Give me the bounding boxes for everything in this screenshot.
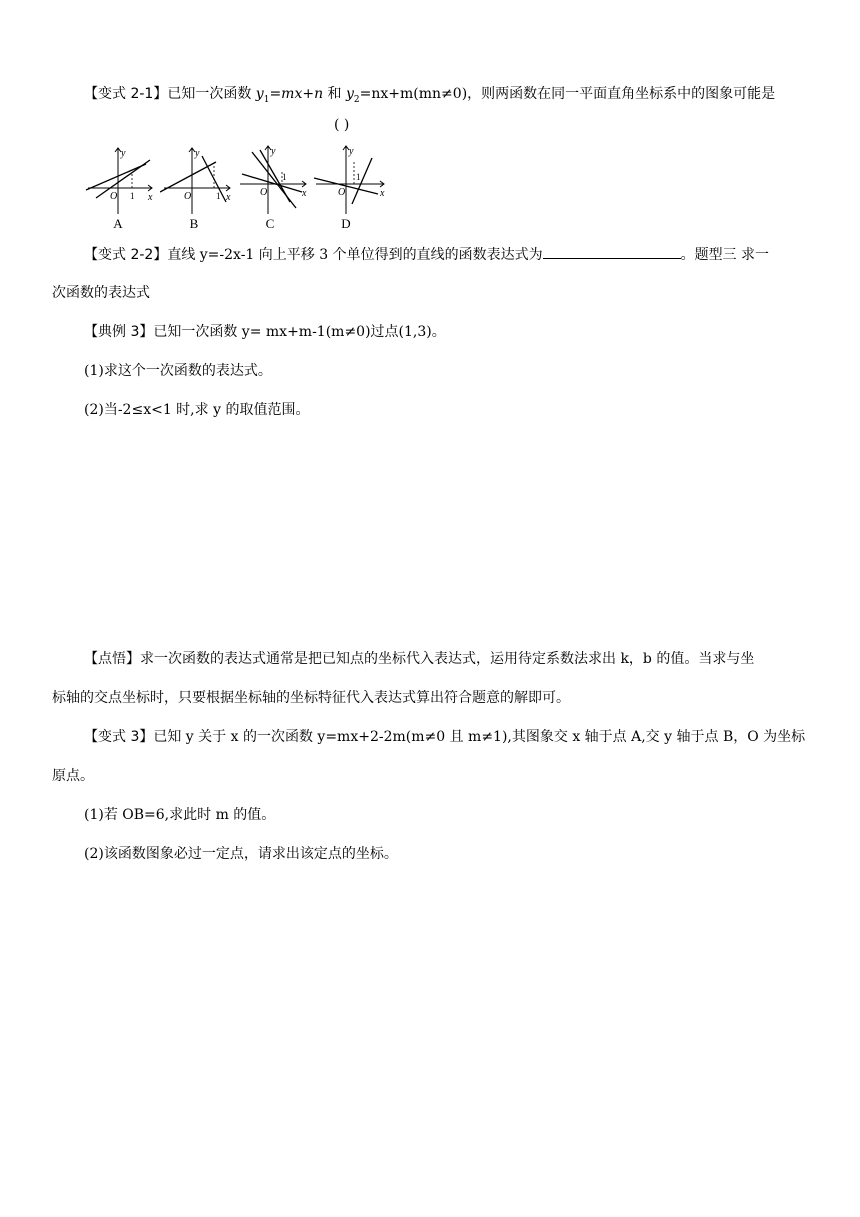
y2-subscript: 2 [353,94,360,105]
example-3-tag: 【典例 3】 [84,324,154,340]
y2-expression: =nx+m(mn≠0) [359,86,468,102]
line-1 [86,164,146,190]
axis-x-label: x [380,188,385,199]
insight-line-1: 求一次函数的表达式通常是把已知点的坐标代入表达式，运用待定系数法求出 k，b 的值。当求与坐 [140,651,755,667]
axis-y-label: y [349,146,354,157]
option-a-graph [84,144,164,214]
origin-label: O [260,187,268,198]
tick-label: 1 [216,191,221,201]
axis-x-label: x [148,192,153,203]
variant-2-1-question [84,84,775,110]
option-c-graph [236,144,316,214]
y2-symbol: y [346,86,354,102]
variant-2-1-text-c: ，则两函数在同一平面直角坐标系中的图象可能是 [467,86,776,102]
insight-line-2: 标轴的交点坐标时，只要根据坐标轴的坐标特征代入表达式算出符合题意的解即可。 [52,690,570,706]
y1-expression: =mx+n [269,86,324,102]
y1-subscript: 1 [263,94,270,105]
option-figure-d [312,144,392,234]
line-1 [252,152,296,208]
insight-tag: 【点悟】 [84,651,140,667]
option-figure-c [236,144,316,234]
origin-label: O [110,191,118,202]
line-2 [96,160,150,198]
y1-symbol: y [255,86,264,102]
option-figures [84,144,384,234]
tick-label: 1 [130,191,135,201]
example-3-subquestion-2: (2)当-2≤x<1 时,求 y 的取值范围。 [84,402,310,418]
option-label-c: C [265,216,275,231]
option-figure-a [84,144,164,234]
tick-label: 1 [356,172,361,182]
option-label-d: D [341,216,351,231]
variant-2-2-text-a: 直线 y=-2x-1 向上平移 3 个单位得到的直线的函数表达式为 [167,247,543,263]
variant-3-question-line-1 [84,727,805,747]
insight-paragraph-line-1 [84,649,754,669]
answer-bracket: ( ) [334,117,350,133]
example-3-text: 已知一次函数 y= mx+m-1(m≠0)过点(1,3)。 [153,324,446,340]
example-3-subquestion-1: (1)求这个一次函数的表达式。 [84,363,272,379]
origin-label: O [184,191,192,202]
example-3-question [84,322,446,342]
section-heading-line: 次函数的表达式 [52,285,150,301]
variant-2-2-text-b: 。题型三 求一 [680,247,770,263]
variant-2-1-tag: 【变式 2-1】 [84,86,168,102]
line-2 [352,158,372,204]
option-label-a: A [113,216,123,231]
option-figure-b [160,144,240,234]
axis-y-label: y [271,146,276,157]
option-b-graph [160,144,240,214]
axis-x-label: x [226,192,231,203]
variant-3-subquestion-1: (1)若 OB=6,求此时 m 的值。 [84,807,276,823]
variant-3-line-2: 原点。 [52,768,94,784]
variant-2-1-text-a: 已知一次函数 [167,86,256,102]
answer-blank[interactable] [543,244,681,259]
axis-y-label: y [121,148,126,159]
variant-2-2-question [84,244,769,265]
axis-y-label: y [195,148,200,159]
variant-3-tag: 【变式 3】 [84,729,154,745]
option-d-graph [312,144,392,214]
variant-2-1-text-b: 和 [323,86,346,102]
variant-2-2-tag: 【变式 2-2】 [84,247,168,263]
axis-x-label: x [302,188,307,199]
variant-3-subquestion-2: (2)该函数图象必过一定点，请求出该定点的坐标。 [84,846,398,862]
variant-3-line-1: 已知 y 关于 x 的一次函数 y=mx+2-2m(m≠0 且 m≠1),其图象交 x 轴于点 A,交 y 轴于点 B，O 为坐标 [153,729,806,745]
option-label-b: B [189,216,199,231]
tick-label: 1 [282,172,287,182]
origin-label: O [338,187,346,198]
